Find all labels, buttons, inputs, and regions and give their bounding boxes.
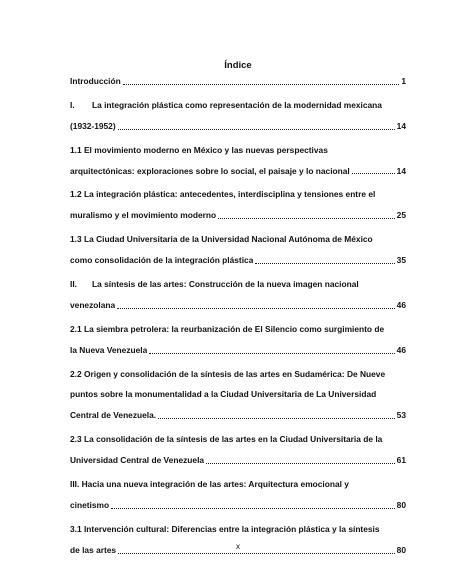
- toc-entry: [70, 229, 406, 271]
- toc-entry-line: [70, 519, 406, 540]
- toc-entry: [70, 95, 406, 137]
- toc-entry: [70, 429, 406, 471]
- toc-entry-line: [70, 384, 406, 405]
- toc-entry-last-line: [70, 295, 406, 316]
- toc-entry-text: 2.2 Origen y consolidación de la síntesis de las artes en Sudamérica: De Nueve: [70, 368, 386, 379]
- toc-entry-last-line: [70, 71, 406, 92]
- toc-page-number: 46: [396, 299, 406, 310]
- page-title: Índice: [224, 60, 252, 71]
- toc-section-number: II.: [70, 279, 77, 290]
- dot-leader: [158, 418, 395, 419]
- toc-page-number: 46: [396, 344, 406, 355]
- toc-entry: [70, 71, 406, 92]
- toc-entry-last-line: [70, 161, 406, 182]
- toc-entry-text: la Nueva Venezuela: [70, 344, 148, 355]
- toc-entry-text: 2.1 La siembra petrolera: la reurbanización de El Silencio como surgimiento de: [70, 323, 385, 334]
- dot-leader: [117, 308, 395, 309]
- toc-entry-text: 1.3 La Ciudad Universitaria de la Universidad Nacional Autónoma de México: [70, 234, 373, 245]
- toc-entry-text: como consolidación de la integración plástica: [70, 255, 254, 266]
- toc-entry-text: muralismo y el movimiento moderno: [70, 210, 217, 221]
- toc-entry: [70, 364, 406, 427]
- page-footer-number: x: [236, 542, 240, 551]
- toc-entry-line: [70, 140, 406, 161]
- toc-entry: [70, 140, 406, 182]
- toc-entry-text: 1.1 El movimiento moderno en México y las nuevas perspectivas: [70, 144, 328, 155]
- toc-entry-text: La integración plástica como representación de la modernidad mexicana: [92, 99, 382, 110]
- toc-entry-last-line: [70, 340, 406, 361]
- toc-page-number: 14: [396, 165, 406, 176]
- dot-leader: [149, 353, 394, 354]
- dot-leader: [352, 173, 395, 174]
- toc-page-number: 61: [396, 455, 406, 466]
- toc-entry-line: [70, 95, 406, 116]
- toc-entry: [70, 274, 406, 316]
- toc-entry-text: Universidad Central de Venezuela: [70, 455, 205, 466]
- dot-leader: [218, 218, 395, 219]
- toc-entry-last-line: [70, 205, 406, 226]
- toc-entry-text: cinetismo: [70, 499, 110, 510]
- toc-entry-text: venezolana: [70, 299, 116, 310]
- toc-entry-text: (1932-1952): [70, 120, 116, 131]
- toc-entry-last-line: [70, 495, 406, 516]
- toc-entry-text: 1.2 La integración plástica: antecedentes, interdisciplina y tensiones entre el: [70, 189, 376, 200]
- toc-entry-text: 2.3 La consolidación de la síntesis de las artes en la Ciudad Universitaria de la: [70, 434, 383, 445]
- toc-entry-line: [70, 474, 406, 495]
- toc-entry-line: [70, 319, 406, 340]
- toc-entry-last-line: [70, 116, 406, 137]
- toc-entry-text: de las artes: [70, 544, 117, 555]
- toc-entry-line: [70, 429, 406, 450]
- dot-leader: [255, 263, 394, 264]
- dot-leader: [111, 508, 395, 509]
- toc-entry-line: [70, 229, 406, 250]
- toc-entry-line: [70, 184, 406, 205]
- toc-page-number: 25: [396, 210, 406, 221]
- toc-entry: [70, 184, 406, 226]
- toc-entry-text: Central de Venezuela.: [70, 410, 157, 421]
- toc-entry-line: [70, 364, 406, 385]
- toc-page-number: 53: [396, 410, 406, 421]
- toc-entry-text: Introducción: [70, 76, 121, 86]
- toc-entry: [70, 474, 406, 516]
- toc-entry-text: III. Hacia una nueva integración de las artes: Arquitectura emocional y: [70, 479, 349, 490]
- toc-page-number: 1: [401, 76, 406, 86]
- toc-page-number: 80: [396, 499, 406, 510]
- toc-entry: [70, 519, 406, 561]
- dot-leader: [206, 463, 395, 464]
- toc-entry-last-line: [70, 405, 406, 426]
- toc-entry-last-line: [70, 450, 406, 471]
- toc-page-number: 80: [396, 544, 406, 555]
- dot-leader: [123, 84, 400, 85]
- dot-leader: [118, 129, 395, 130]
- toc-page-number: 14: [396, 120, 406, 131]
- table-of-contents: [70, 71, 406, 564]
- toc-entry-text: La síntesis de las artes: Construcción de la nueva imagen nacional: [92, 279, 359, 290]
- toc-page-number: 35: [396, 255, 406, 266]
- toc-entry-text: puntos sobre la monumentalidad a la Ciudad Universitaria de La Universidad: [70, 389, 377, 400]
- toc-entry-text: 3.1 Intervención cultural: Diferencias entre la integración plástica y la síntesis: [70, 523, 380, 534]
- document-page: [70, 0, 406, 582]
- toc-section-number: I.: [70, 99, 75, 110]
- dot-leader: [118, 553, 395, 554]
- toc-entry: [70, 319, 406, 361]
- toc-entry-last-line: [70, 250, 406, 271]
- toc-entry-line: [70, 274, 406, 295]
- toc-entry-text: arquitectónicas: exploraciones sobre lo social, el paisaje y lo nacional: [70, 165, 350, 176]
